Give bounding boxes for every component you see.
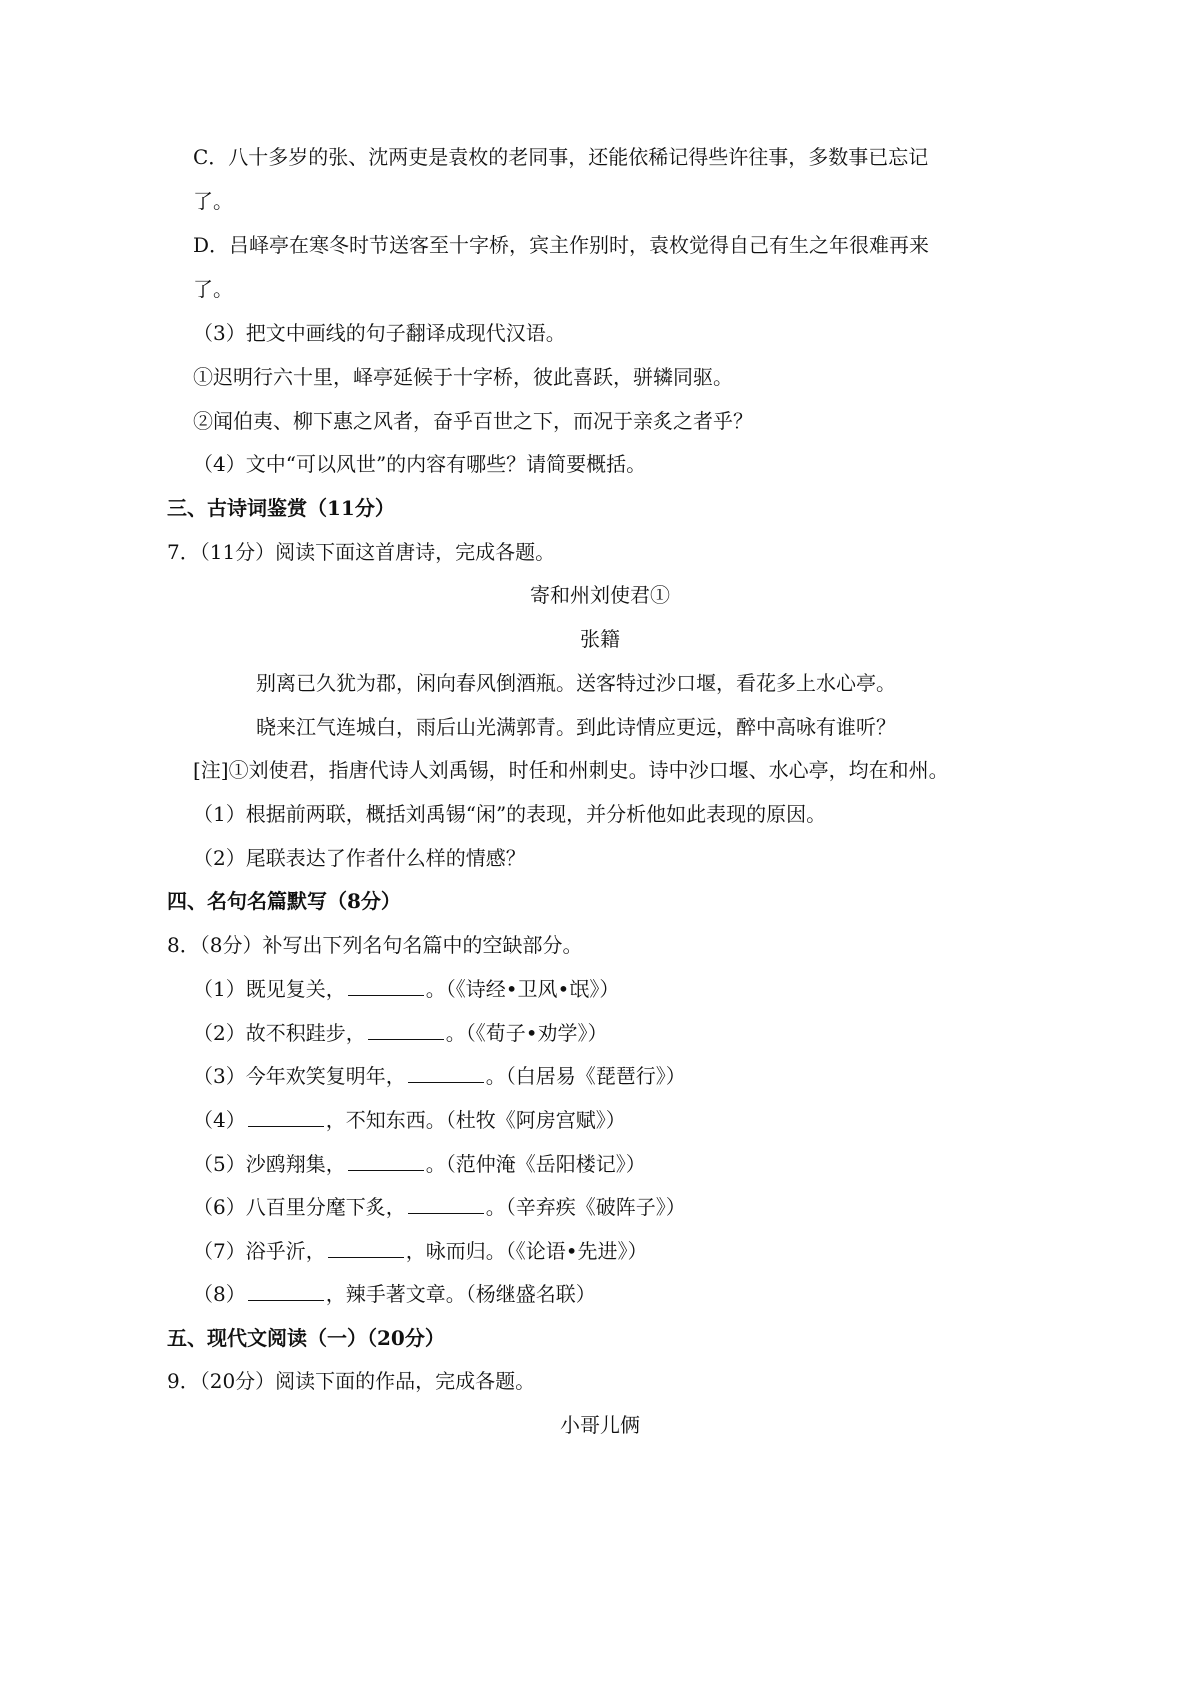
answer-blank — [348, 1152, 424, 1171]
q7-prompt: 7．（11分）阅读下面这首唐诗，完成各题。 — [167, 540, 556, 564]
poem-line-2: 晓来江气连城白，雨后山光满郭青。到此诗情应更远，醉中高咏有谁听？ — [256, 715, 896, 739]
story-title: 小哥儿俩 — [560, 1413, 640, 1437]
fill-item-5 — [193, 1151, 646, 1177]
section3-heading: 三、古诗词鉴赏（11分） — [167, 496, 395, 520]
q9-prompt: 9．（20分）阅读下面的作品，完成各题。 — [167, 1369, 536, 1393]
fill-item-6 — [193, 1194, 686, 1220]
fill-item-suffix: 。（范仲淹《岳阳楼记》） — [425, 1152, 646, 1176]
fill-item-prefix: （8） — [193, 1282, 246, 1306]
fill-item-7 — [193, 1238, 648, 1264]
fill-item-suffix: 。（《诗经•卫风•氓》） — [425, 977, 620, 1001]
q6-part4: （4）文中“可以风世”的内容有哪些？请简要概括。 — [193, 452, 647, 476]
q6-sentence1: ①迟明行六十里，峄亭延候于十字桥，彼此喜跃，骈辚同驱。 — [193, 365, 733, 389]
fill-item-prefix: （1）既见复关， — [193, 977, 346, 1001]
section5-heading: 五、现代文阅读（一）（20分） — [167, 1326, 445, 1350]
fill-item-suffix: 。（《荀子•劝学》） — [445, 1021, 608, 1045]
answer-blank — [408, 1064, 484, 1083]
answer-blank — [368, 1021, 444, 1040]
option-c-line2: 了。 — [193, 189, 233, 213]
option-d-line2: 了。 — [193, 277, 233, 301]
fill-item-prefix: （3）今年欢笑复明年， — [193, 1064, 406, 1088]
q8-prompt: 8．（8分）补写出下列名句名篇中的空缺部分。 — [167, 933, 583, 957]
fill-item-prefix: （5）沙鸥翔集， — [193, 1152, 346, 1176]
poem-title: 寄和州刘使君① — [530, 583, 670, 607]
poem-line-1: 别离已久犹为郡，闲向春风倒酒瓶。送客特过沙口堰，看花多上水心亭。 — [256, 671, 896, 695]
fill-item-3 — [193, 1063, 686, 1089]
section4-heading: 四、名句名篇默写（8分） — [167, 889, 401, 913]
q7-sub1: （1）根据前两联，概括刘禹锡“闲”的表现，并分析他如此表现的原因。 — [193, 802, 827, 826]
answer-blank — [348, 977, 424, 996]
option-d-line1: D．吕峄亭在寒冬时节送客至十字桥，宾主作别时，袁枚觉得自己有生之年很难再来 — [193, 233, 930, 257]
q6-sentence2: ②闻伯夷、柳下惠之风者，奋乎百世之下，而况于亲炙之者乎？ — [193, 409, 753, 433]
fill-item-suffix: ，不知东西。（杜牧《阿房宫赋》） — [325, 1108, 626, 1132]
answer-blank — [248, 1282, 324, 1301]
fill-item-suffix: 。（辛弃疾《破阵子》） — [485, 1195, 686, 1219]
fill-item-prefix: （2）故不积跬步， — [193, 1021, 366, 1045]
fill-item-prefix: （6）八百里分麾下炙， — [193, 1195, 406, 1219]
answer-blank — [328, 1239, 404, 1258]
fill-item-suffix: 。（白居易《琵琶行》） — [485, 1064, 686, 1088]
poem-note: [注]①刘使君，指唐代诗人刘禹锡，时任和州刺史。诗中沙口堰、水心亭，均在和州。 — [193, 758, 949, 782]
fill-item-1 — [193, 976, 619, 1002]
poem-author: 张籍 — [580, 627, 620, 651]
fill-item-suffix: ，辣手著文章。（杨继盛名联） — [325, 1282, 596, 1306]
option-c-line1: C．八十多岁的张、沈两吏是袁枚的老同事，还能依稀记得些许往事，多数事已忘记 — [193, 145, 929, 169]
fill-item-8 — [193, 1281, 596, 1307]
fill-item-suffix: ，咏而归。（《论语•先进》） — [405, 1239, 648, 1263]
fill-item-prefix: （4） — [193, 1108, 246, 1132]
q6-part3: （3）把文中画线的句子翻译成现代汉语。 — [193, 321, 566, 345]
answer-blank — [408, 1195, 484, 1214]
q7-sub2: （2）尾联表达了作者什么样的情感？ — [193, 846, 526, 870]
fill-item-4 — [193, 1107, 626, 1133]
answer-blank — [248, 1108, 324, 1127]
fill-item-2 — [193, 1020, 608, 1046]
fill-item-prefix: （7）浴乎沂， — [193, 1239, 326, 1263]
